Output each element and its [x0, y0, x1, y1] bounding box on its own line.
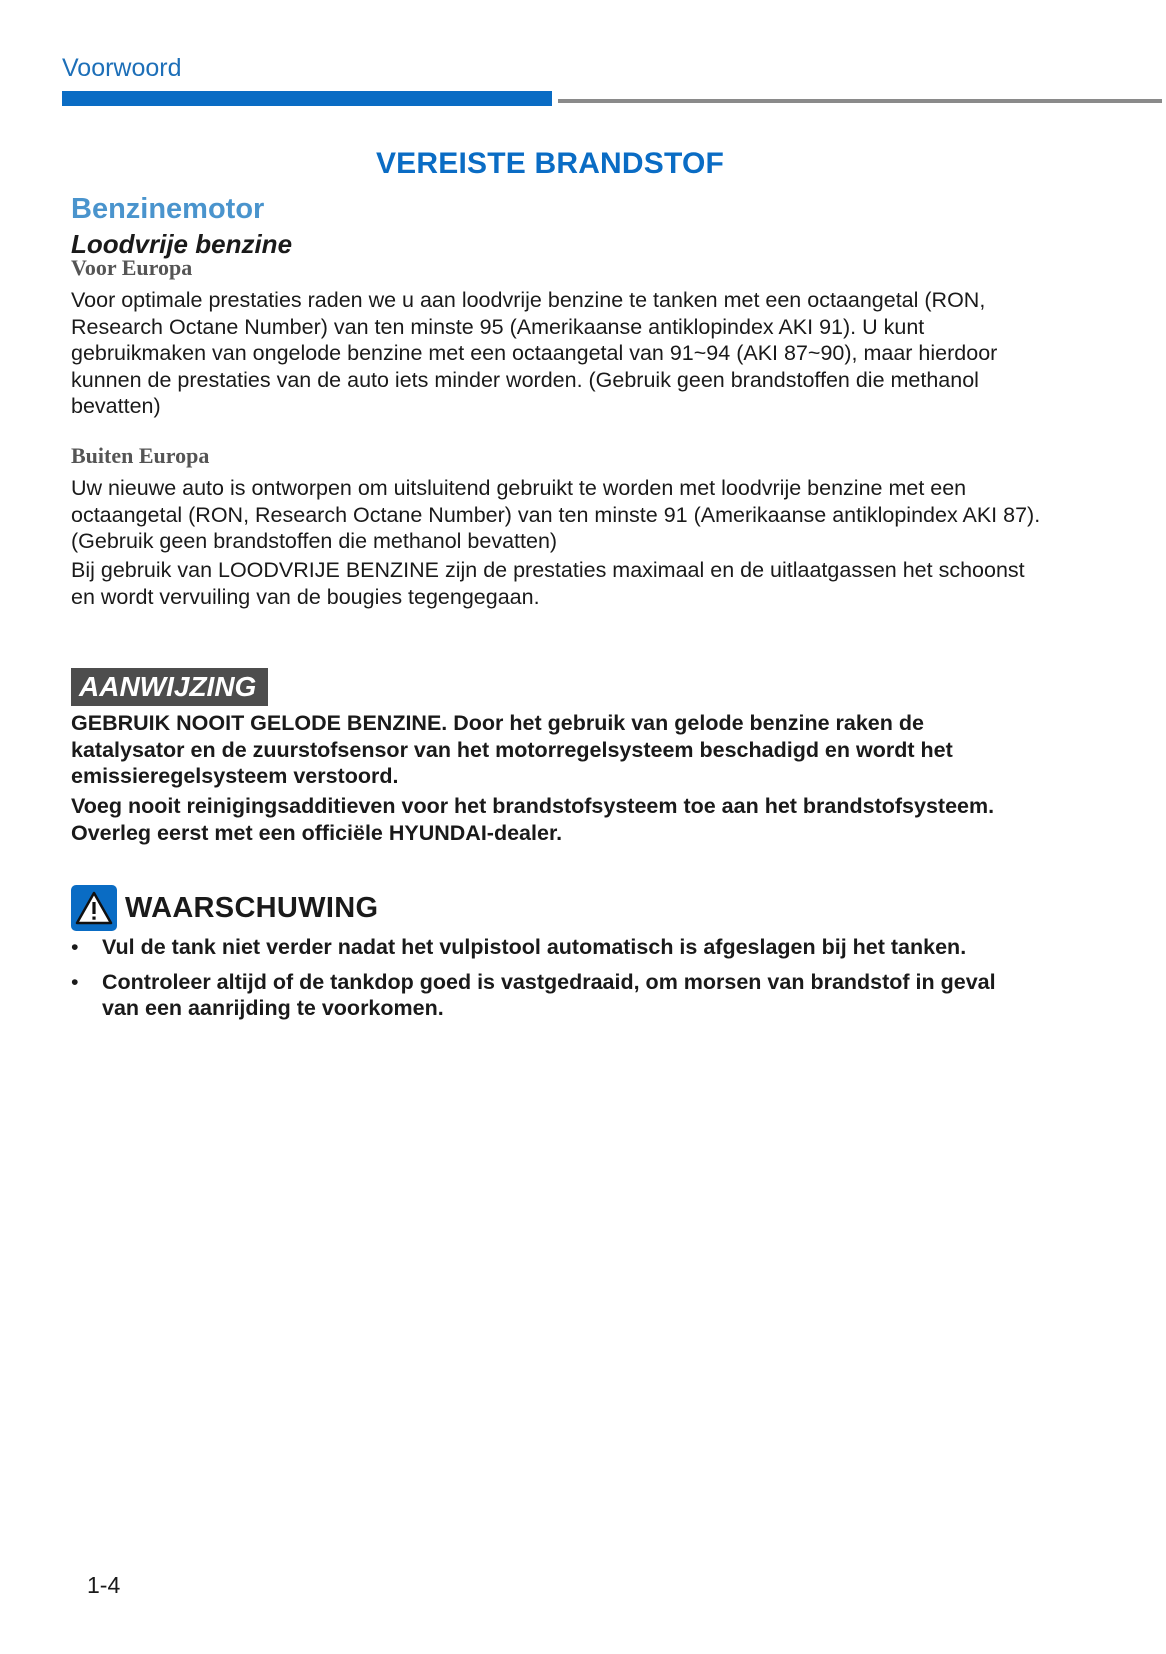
paragraph-unleaded-benefits: Bij gebruik van LOODVRIJE BENZINE zijn de prestaties maximaal en de uitlaatgassen het schoonst en wordt vervuiling van de bougies tegengegaan. — [71, 558, 1025, 609]
header-rule-blue — [62, 91, 552, 106]
bullet-marker: • — [71, 969, 79, 994]
list-item — [71, 934, 1031, 961]
notice-paragraph-additives: Voeg nooit reinigingsadditieven voor het brandstofsysteem toe aan het brandstofsysteem. Overleg eerst met een officiële HYUNDAI-dealer. — [71, 794, 995, 845]
warning-header — [71, 884, 378, 932]
running-head: Voorwoord — [62, 54, 182, 82]
warning-item-text: Controleer altijd of de tankdop goed is vastgedraaid, om morsen van brandstof in geval van een aanrijding te voorkomen. — [102, 969, 996, 1020]
warning-title: WAARSCHUWING — [125, 891, 379, 924]
notice-label: AANWIJZING — [71, 668, 268, 706]
notice-paragraph-leaded: GEBRUIK NOOIT GELODE BENZINE. Door het gebruik van gelode benzine raken de katalysator en de zuurstofsensor van het motorregelsysteem beschadigd en wordt het emissieregelsysteem verstoord. — [71, 711, 953, 788]
paragraph-outside-europe: Uw nieuwe auto is ontworpen om uitsluitend gebruikt te worden met loodvrije benzine met een octaangetal (RON, Research Octane Number) van ten minste 91 (Amerikaanse antiklopindex AKI 87). (Gebruik geen brandstoffen die methanol bevatten) — [71, 476, 1041, 553]
list-item — [71, 969, 1031, 1022]
region-heading-europe: Voor Europa — [71, 255, 193, 280]
warning-list — [71, 934, 1031, 1030]
sub-heading: Loodvrije benzine — [71, 229, 293, 259]
bullet-marker: • — [71, 935, 79, 959]
section-heading: Benzinemotor — [71, 193, 265, 225]
paragraph-europe: Voor optimale prestaties raden we u aan loodvrije benzine te tanken met een octaangetal (RON, Research Octane Number) van ten minste 95 (Amerikaanse antiklopindex AKI 91). U kunt gebruikmaken van ongelode benzine met een octaangetal van 91~94 (AKI 87~90), maar hierdoor kunnen de prestaties van de auto iets minder worden. (Gebruik geen brandstoffen die methanol bevatten) — [71, 288, 998, 418]
page-title: VEREISTE BRANDSTOF — [375, 147, 725, 180]
warning-item-text: Vul de tank niet verder nadat het vulpistool automatisch is afgeslagen bij het tanken. — [102, 935, 967, 959]
region-heading-outside-europe: Buiten Europa — [71, 443, 210, 468]
header-rule-grey — [558, 99, 1162, 103]
page-number: 1-4 — [87, 1572, 121, 1598]
warning-triangle-icon — [71, 885, 117, 931]
